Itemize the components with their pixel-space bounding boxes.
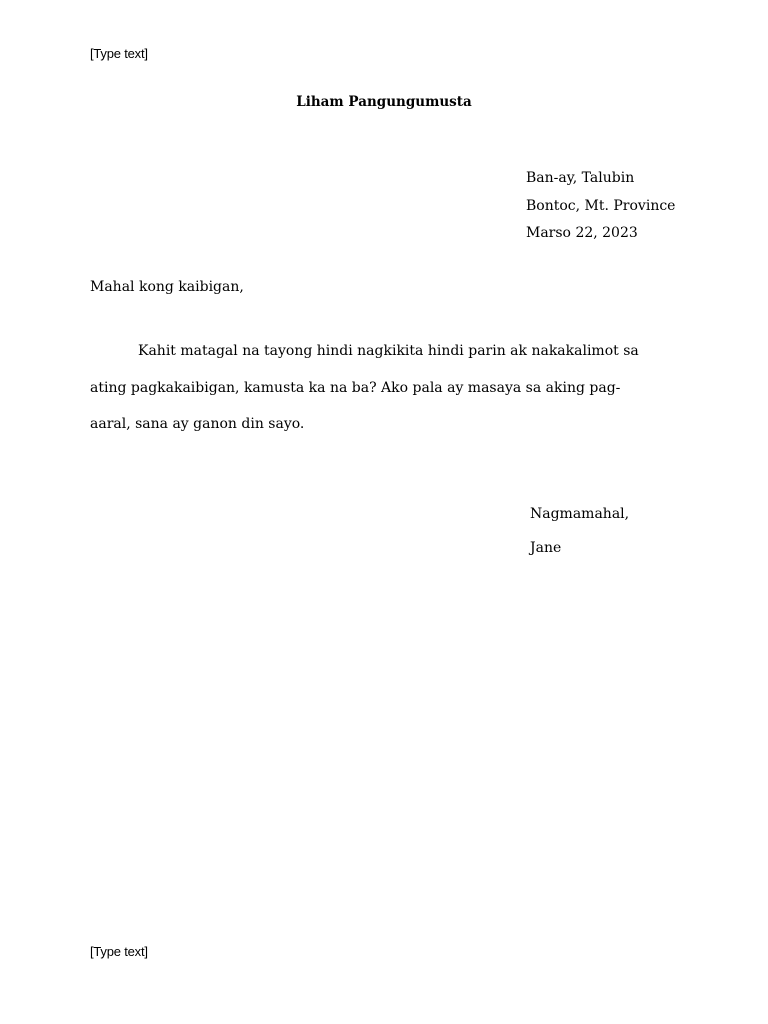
letter-date: Marso 22, 2023 [526, 225, 638, 241]
page-header: [Type text] [90, 46, 148, 61]
complimentary-close: Nagmamahal, [530, 506, 630, 522]
letter-closing [530, 504, 629, 572]
body-line-2: ating pagkakaibigan, kamusta ka na ba? Ako pala ay masaya sa aking pag- [90, 379, 621, 396]
letter-title: Liham Pangungumusta [296, 94, 472, 110]
address-line-2: Bontoc, Mt. Province [526, 197, 676, 214]
body-line-1: Kahit matagal na tayong hindi nagkikita hindi parin ak nakakalimot sa [138, 343, 639, 359]
body-line-3: aaral, sana ay ganon din sayo. [90, 416, 305, 432]
address-line-1: Ban-ay, Talubin [526, 170, 635, 186]
letter-body [90, 341, 670, 451]
salutation: Mahal kong kaibigan, [90, 279, 244, 295]
sender-address [526, 168, 675, 251]
signature-name: Jane [530, 540, 562, 556]
page-footer: [Type text] [90, 944, 148, 959]
